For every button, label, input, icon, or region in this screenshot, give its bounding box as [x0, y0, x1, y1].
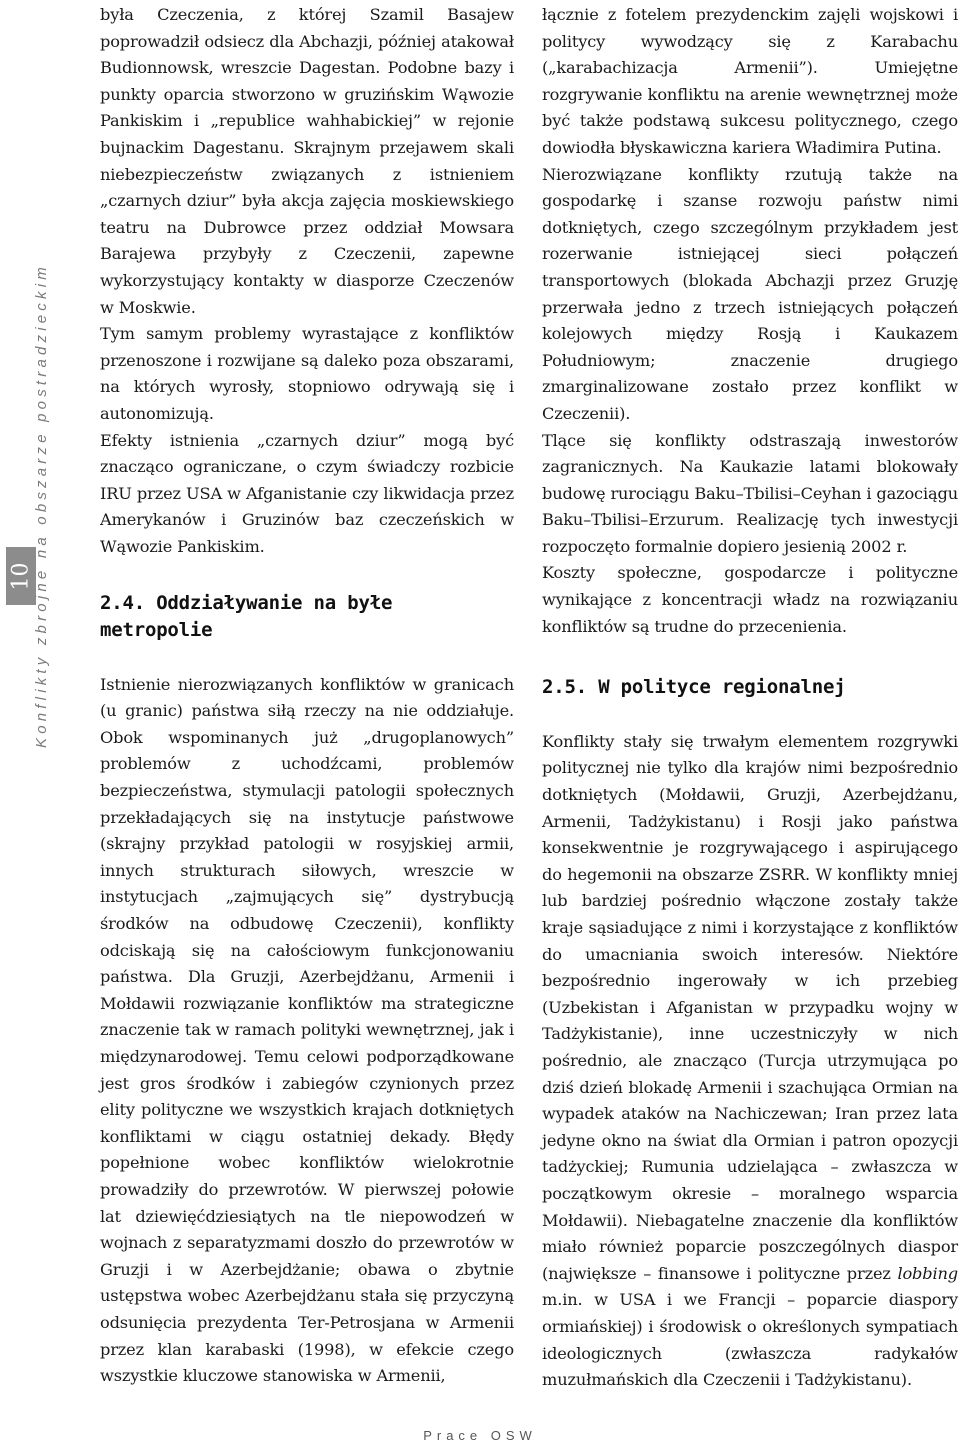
- side-strip: [0, 0, 72, 1444]
- right-paragraph-1: łącznie z fotelem prezydenckim zajęli wojskowi i politycy wywodzący się z Karabachu („karabachizacja Armenii”). Umiejętne rozgrywanie konfliktu na arenie wewnętrznej może być także podstawą sukcesu politycznego, czego dowiodła błyskawiczna kariera Władimira Putina.: [542, 5, 958, 157]
- right-paragraph-2: Nierozwiązane konflikty rzutują także na gospodarkę i szanse rozwoju państw nimi dotkniętych, czego szczególnym przykładem jest rozerwanie istniejącej sieci połączeń transportowych (blokada Abchazji przez Gruzję przerwała jedno z trzech istniejących połączeń kolejowych między Rosją i Kaukazem Południowym; znaczenie drugiego zmarginalizowane zostało przez konflikt w Czeczenii).: [542, 164, 958, 423]
- left-paragraph-1: była Czeczenia, z której Szamil Basajew poprowadził odsiecz dla Abchazji, później atakował Budionnowsk, wreszcie Dagestan. Podobne bazy i punkty oparcia stworzono w gruzińskim Wąwozie Pankiskim i „republice wahhabickiej” w rejonie bujnackim Dagestanu. Skrajnym przejawem skali niebezpieczeństw związanych z istnieniem „czarnych dziur” była akcja zajęcia moskiewskiego teatru na Dubrowce przez oddział Mowsara Barajewa przybyły z Czeczenii, zapewne wykorzystujący kontakty w diasporze Czeczenów w Moskwie.: [100, 5, 514, 317]
- right-paragraph-5-part-2: m.in. w USA i we Francji – poparcie diaspory ormiańskiej) i środowisk o określonych sympatiach ideologicznych (zwłaszcza radykałów muzułmańskich dla Czeczenii i Tadżykistanu).: [542, 1290, 958, 1390]
- left-paragraph-4: Istnienie nierozwiązanych konfliktów w granicach (u granic) państwa siłą rzeczy na nie oddziałuje. Obok wspominanych już „drugoplanowych” problemów z uchodźcami, problemów bezpieczeństwa, stymulacji patologii społecznych przekładających się na instytucje państwowe (skrajny przykład patologii w rosyjskiej armii, innych strukturach siłowych, wreszcie w instytucjach „zajmujących się” dystrybucją środków na odbudowę Czeczenii), konflikty odciskają się na całościowym funkcjonowaniu państwa. Dla Gruzji, Azerbejdżanu, Armenii i Mołdawii rozwiązanie konfliktów ma strategiczne znaczenie tak w ramach polityki wewnętrznej, jak i międzynarodowej. Temu celowi podporządkowane jest gros środków i zabiegów czynionych przez elity polityczne we wszystkich krajach dotkniętych konfliktami w ciągu ostatniej dekady. Błędy popełnione wobec konfliktów wielokrotnie prowadziły do przewrotów. W pierwszej połowie lat dziewięćdziesiątych na tle niepowodzeń w wojnach z separatyzmami doszło do przewrotów w Gruzji i w Azerbejdżanie; obawa o zbytnie ustępstwa wobec Azerbejdżanu stała się przyczyną odsunięcia prezydenta Ter-Petrosjana w Armenii przez klan karabaski (1998), w efekcie czego wszystkie kluczowe stanowiska w Armenii,: [100, 674, 514, 1386]
- left-column: [100, 0, 514, 1390]
- right-paragraph-5: [542, 729, 958, 1394]
- right-paragraph-5-part-1: Konflikty stały się trwałym elementem rozgrywki politycznej nie tylko dla krajów nimi bezpośrednio dotkniętych (Mołdawii, Gruzji, Azerbejdżanu, Armenii, Tadżykistanu) i Rosji jako państwa konsekwentnie je rozgrywającego i aspirującego do hegemonii na obszarze ZSRR. W konflikty mniej lub bardziej pośrednio włączone zostały także kraje sąsiadujące z nimi i korzystające z konfliktów do umacniania swoich interesów. Niektóre bezpośrednio ingerowały w ich przebieg (Uzbekistan i Afganistan w przypadku wojny w Tadżykistanie), inne uczestniczyły w nich pośrednio, ale znacząco (Turcja utrzymująca po dziś dzień blokadę Armenii i szachująca Ormian na wypadek ataków na Nachiczewan; Iran przez lata jedyne okno na świat dla Ormian i patron opozycji tadżyckiej; Rumunia udzielająca – zwłaszcza w początkowym okresie – moralnego wsparcia Mołdawii). Niebagatelne znaczenie dla konfliktów miało również poparcie poszczególnych diaspor (największe – finansowe i polityczne przez: [542, 731, 958, 1283]
- right-column: [542, 0, 958, 1394]
- right-paragraph-4: Koszty społeczne, gospodarcze i polityczne wynikające z koncentracji władz na rozwiązaniu konfliktów są trudne do przecenienia.: [542, 563, 958, 636]
- lobbing-italic: lobbing: [897, 1263, 958, 1283]
- section-heading-2-4: 2.4. Oddziaływanie na byłe metropolie: [100, 592, 393, 642]
- section-heading-2-5: 2.5. W polityce regionalnej: [542, 676, 846, 699]
- left-paragraph-3: Efekty istnienia „czarnych dziur” mogą być znacząco ograniczane, o czym świadczy rozbicie IRU przez USA w Afganistanie czy likwidacja przez Amerykanów i Gruzinów baz czeczeńskich w Wąwozie Pankiskim.: [100, 430, 514, 556]
- page-number: 10: [8, 562, 34, 590]
- footer-publisher: Prace OSW: [423, 1428, 537, 1443]
- left-paragraph-2: Tym samym problemy wyrastające z konfliktów przenoszone i rozwijane są daleko poza obszarami, na których wyrosły, stopniowo odrywają się i autonomizują.: [100, 324, 514, 423]
- right-paragraph-3: Tlące się konflikty odstraszają inwestorów zagranicznych. Na Kaukazie latami blokowały budowę rurociągu Baku–Tbilisi–Ceyhan i gazociągu Baku–Tbilisi–Erzurum. Realizację tych inwestycji rozpoczęto formalnie dopiero jesienią 2002 r.: [542, 430, 958, 556]
- running-title: Konflikty zbrojne na obszarze postradzieckim: [33, 263, 50, 748]
- page-number-box: [6, 547, 36, 605]
